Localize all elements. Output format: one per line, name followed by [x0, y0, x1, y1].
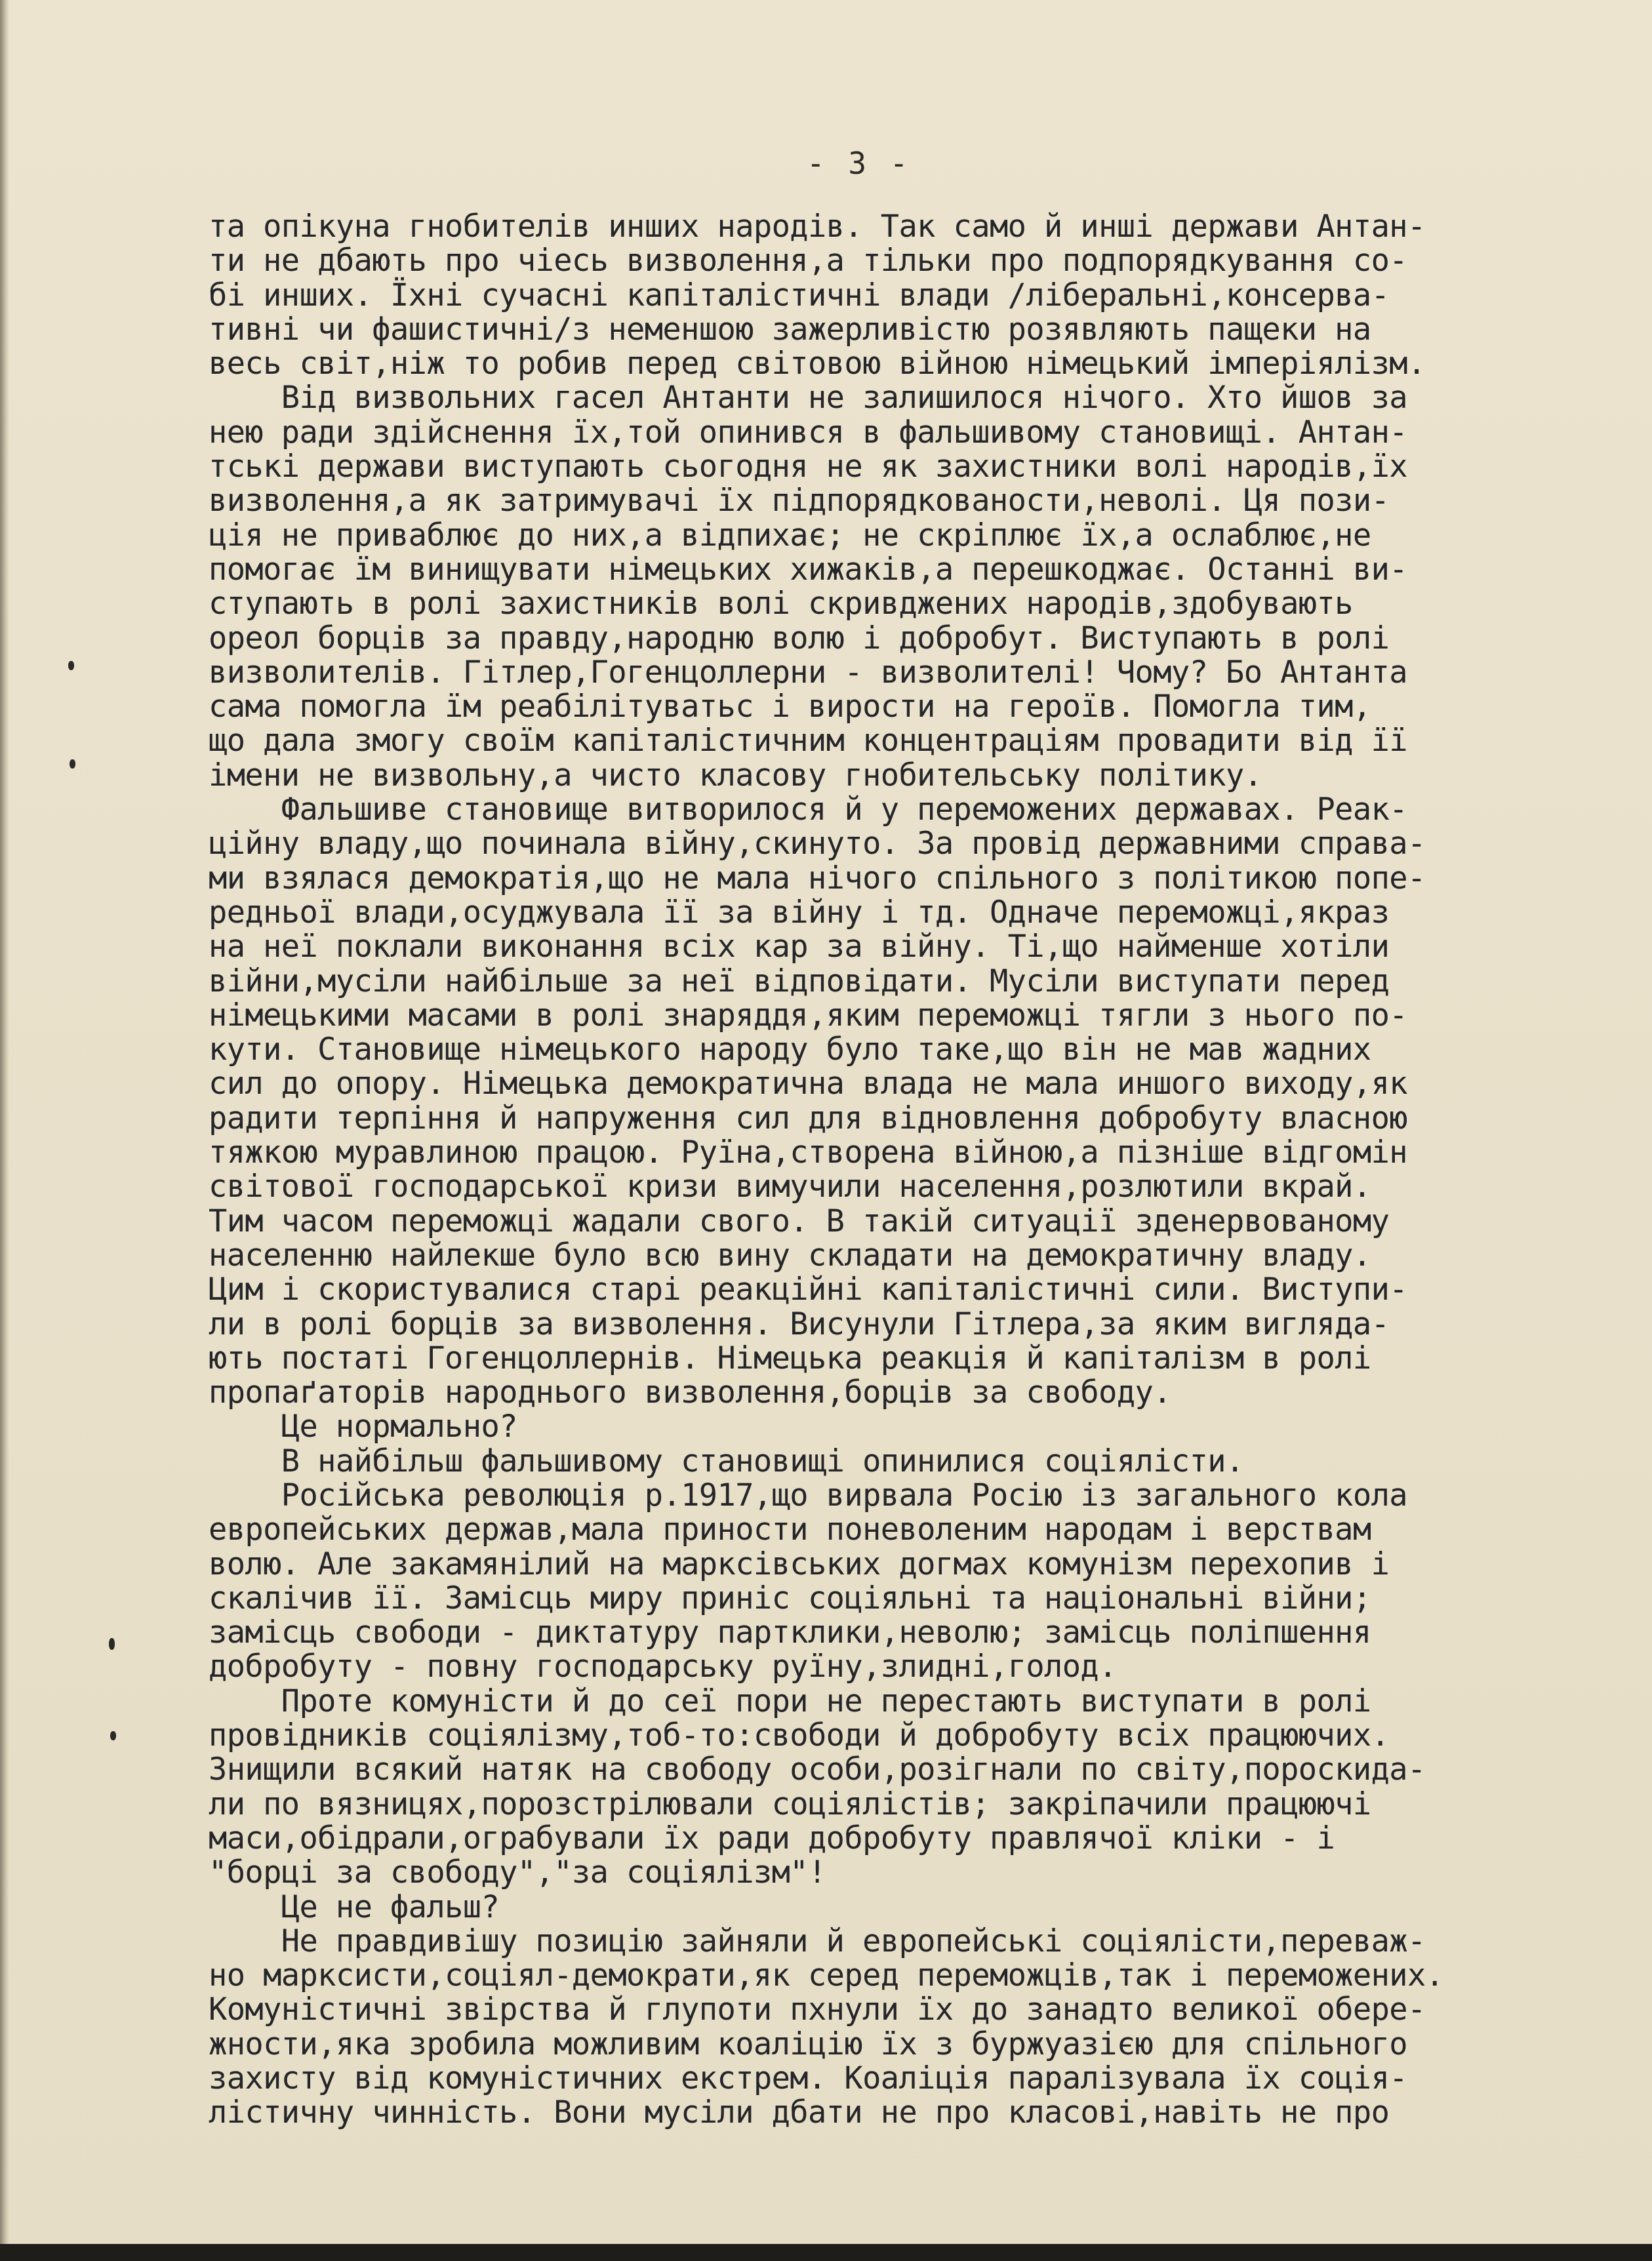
- text-line: Російська революція р.1917,що вирвала Росію із загального кола: [209, 1477, 1407, 1513]
- text-line: но марксисти,соціял-демократи,як серед переможців,так і переможених.: [209, 1957, 1444, 1994]
- page-bottom-edge: [0, 2244, 1652, 2261]
- text-line: замісць свободи - диктатуру партклики,неволю; замісць поліпшення: [209, 1614, 1371, 1651]
- text-line: що дала змогу своїм капіталістичним концентраціям провадити від її: [209, 723, 1407, 759]
- text-line: ти не дбають про чіесь визволення,а тільки про подпорядкування со-: [209, 243, 1407, 279]
- text-line: нею ради здійснення їх,той опинився в фальшивому становищі. Антан-: [209, 414, 1407, 450]
- page-edge-shadow: [0, 0, 9, 2261]
- text-line: визволення,а як затримувачі їх підпорядкованости,неволі. Ця пози-: [209, 483, 1390, 519]
- text-line: ли по вязницях,порозстрілювали соціялістів; закріпачили працюючі: [209, 1786, 1371, 1822]
- margin-mark: [110, 1731, 116, 1740]
- text-line: на неї поклали виконання всіх кар за війну. Ті,що найменше хотіли: [209, 929, 1390, 965]
- text-line: "борці за свободу","за соціялізм"!: [209, 1854, 826, 1891]
- text-line: ступають в ролі захистників волі скривджених народів,здобувають: [209, 586, 1353, 622]
- margin-mark: [70, 759, 75, 769]
- text-line: скалічив її. Замісць миру приніс соціяльні та національні війни;: [209, 1580, 1371, 1616]
- body-text: [209, 210, 1527, 2131]
- text-line: Це нормально?: [209, 1409, 517, 1445]
- text-line: Від визвольних гасел Антанти не залишилося нічого. Хто йшов за: [209, 380, 1407, 416]
- text-line: та опікуна гнобителів инших народів. Так само й инші держави Антан-: [209, 209, 1426, 245]
- text-line: німецькими масами в ролі знаряддя,яким переможці тягли з нього по-: [209, 997, 1407, 1033]
- text-line: тяжкою муравлиною працою. Руїна,створена війною,а пізніше відгомін: [209, 1134, 1407, 1171]
- text-line: лістичну чинність. Вони мусіли дбати не про класові,навіть не про: [209, 2094, 1390, 2131]
- text-line: захисту від комуністичних екстрем. Коаліція паралізувала їх соція-: [209, 2060, 1407, 2097]
- text-line: Не правдивішу позицію зайняли й европейські соціялісти,переваж-: [209, 1923, 1426, 1959]
- text-line: волю. Але закамянілий на марксівських догмах комунізм перехопив і: [209, 1546, 1390, 1582]
- text-line: війни,мусіли найбільше за неї відповідати. Мусіли виступати перед: [209, 963, 1390, 999]
- text-line: тські держави виступають сьогодня не як захистники волі народів,їх: [209, 449, 1407, 485]
- text-line: Цим і скористувалися старі реакційні капіталістичні сили. Виступи-: [209, 1271, 1407, 1308]
- text-line: ли в ролі борців за визволення. Висунули Гітлера,за яким виглядa-: [209, 1306, 1390, 1342]
- text-line: добробуту - повну господарську руїну,злидні,голод.: [209, 1649, 1117, 1685]
- text-line: Фальшиве становище витворилося й у переможених державах. Реак-: [209, 791, 1407, 828]
- text-line: В найбільш фальшивому становищі опинилися соціялісти.: [209, 1443, 1244, 1479]
- text-line: редньої влади,осуджувала її за війну і тд. Одначе переможці,якраз: [209, 894, 1390, 930]
- text-line: ореол борців за правду,народню волю і добробут. Виступають в ролі: [209, 620, 1390, 656]
- margin-mark: [68, 661, 74, 670]
- text-line: пропаґаторів народнього визволення,борців за свободу.: [209, 1374, 1171, 1411]
- text-line: бі инших. Їхні сучасні капіталістичні влади /ліберальні,консерва-: [209, 277, 1390, 313]
- text-line: імени не визвольну,а чисто класову гнобительську політику.: [209, 757, 1262, 793]
- text-line: помогає їм винищувати німецьких хижаків,а перешкоджає. Останні ви-: [209, 551, 1407, 588]
- text-line: маси,обідрали,ограбували їх ради добробуту правлячої кліки - і: [209, 1820, 1335, 1856]
- text-line: Знищили всякий натяк на свободу особи,розігнали по світу,пороскида-: [209, 1751, 1426, 1788]
- text-line: світової господарської кризи вимучили населення,розлютили вкрай.: [209, 1169, 1371, 1205]
- text-line: визволителів. Гітлер,Гогенцоллерни - визволителі! Чому? Бо Антанта: [209, 654, 1407, 690]
- margin-mark: [109, 1638, 115, 1650]
- text-line: ція не приваблює до них,а відпихає; не скріплює їх,а ослаблює,не: [209, 517, 1371, 553]
- text-line: Тим часом переможці жадали свого. В такій ситуації зденервованому: [209, 1203, 1390, 1239]
- text-line: сама помогла їм реабілітуватьс і вирости на героїв. Помогла тим,: [209, 689, 1371, 725]
- text-line: европейських держав,мала приности поневоленим народам і верствам: [209, 1511, 1371, 1548]
- text-line: кути. Становище німецького народу було таке,що він не мав жадних: [209, 1031, 1371, 1068]
- text-line: Комуністичні звірства й глупоти пхнули їх до занадто великої обере-: [209, 1991, 1426, 2028]
- page-number: - 3 -: [807, 146, 911, 181]
- text-line: весь світ,ніж то робив перед світовою війною німецький імперіялізм.: [209, 346, 1426, 382]
- text-line: Проте комуністи й до сеї пори не перестають виступати в ролі: [209, 1683, 1371, 1719]
- text-line: радити терпіння й напруження сил для відновлення добробуту власною: [209, 1100, 1407, 1136]
- text-line: ми взялася демократія,що не мала нічого спільного з політикою попе-: [209, 860, 1426, 896]
- text-line: ційну владу,що починала війну,скинуто. За провід державними справа-: [209, 826, 1426, 862]
- text-line: провідників соціялізму,тоб-то:свободи й добробуту всіх працюючих.: [209, 1717, 1390, 1754]
- text-line: Це не фальш?: [209, 1889, 500, 1925]
- text-line: жности,яка зробила можливим коаліцію їх з буржуазією для спільного: [209, 2026, 1407, 2062]
- text-line: ють постаті Гогенцоллернів. Німецька реакція й капіталізм в ролі: [209, 1340, 1371, 1376]
- text-line: сил до опору. Німецька демократична влада не мала иншого виходу,як: [209, 1066, 1407, 1102]
- text-line: населенню найлекше було всю вину складати на демократичну владу.: [209, 1237, 1371, 1273]
- text-line: тивні чи фашистичні/з неменшою зажерливістю розявляють пащеки на: [209, 311, 1371, 348]
